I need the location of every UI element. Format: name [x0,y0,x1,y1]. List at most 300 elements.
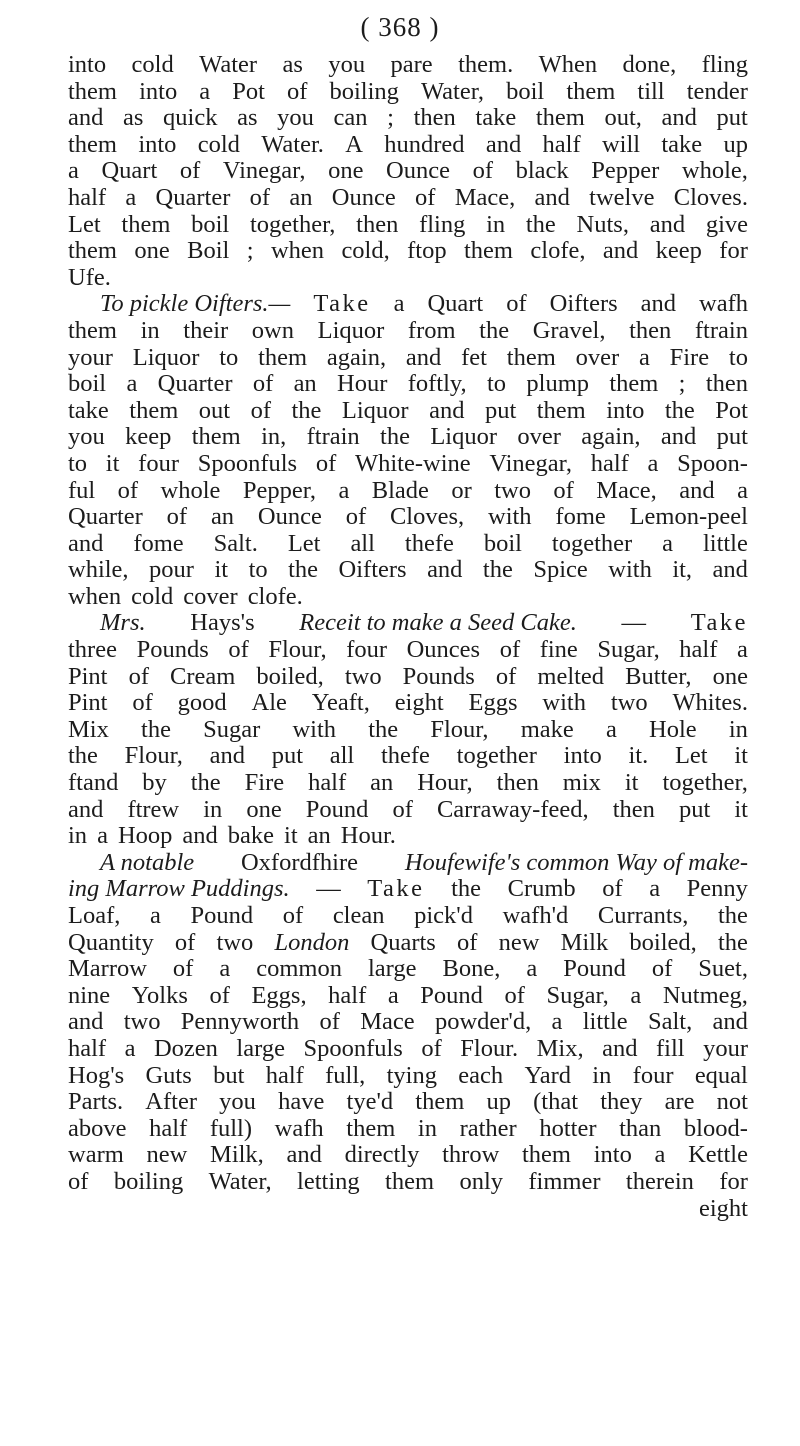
word: a [97,822,108,850]
word: a [126,370,138,398]
word: an [370,769,394,797]
word: new [498,928,540,956]
word: their [183,316,229,344]
word: the [141,715,171,743]
word: own [251,316,294,344]
word: three [68,636,117,664]
word: ftrain [694,316,748,344]
catchword [68,1196,748,1223]
word: till [637,77,665,105]
word: together, [662,769,748,797]
word: of [495,662,517,690]
word: in, [261,423,287,451]
word: fling [419,210,466,238]
word: Bone, [442,955,501,983]
word: Liquor [317,316,385,344]
word: of [250,396,271,424]
word: all [329,742,355,770]
word: Lemon-peel [629,503,748,531]
word: up [723,130,748,158]
text-line [68,291,748,318]
word: fome [555,503,606,531]
word: Sugar, [546,981,609,1009]
word: into [68,51,107,78]
word: take [68,396,109,424]
word: Liquor [132,343,200,371]
word: Hour, [417,769,473,797]
text-line [68,1116,748,1143]
word: the [190,769,221,797]
word: Ufe. [68,263,111,291]
word: an [307,822,331,850]
word: make [520,715,574,743]
word: of [602,875,623,903]
word: tying [386,1061,437,1089]
word: are [664,1088,695,1116]
word: pick'd [414,902,473,929]
word: Pound [305,795,369,823]
word: together, [249,210,336,238]
word: in [728,715,748,743]
word: and [209,742,245,770]
text-line [68,557,748,584]
word: then [612,795,655,823]
word: twelve [589,183,655,211]
word: Oifters [549,290,618,318]
word: blood- [683,1114,748,1142]
word: Mace, [596,476,657,504]
word: and [405,343,442,371]
text-line [68,743,748,770]
word: plump [526,370,590,398]
word: good [177,689,227,717]
word: Pound [563,955,626,983]
text-line [68,105,748,132]
word: into [138,130,177,158]
word: black [515,157,569,185]
word: Receit to make a Seed Cake. [299,609,577,637]
word: and [68,529,104,557]
word: the [288,556,319,584]
word: a [662,529,673,557]
word: of [249,183,271,211]
word: them [506,343,556,371]
word: have [278,1088,325,1116]
word: Pepper [591,157,660,185]
word: one [712,662,748,690]
word: wafh [274,1114,324,1142]
word: whole [160,476,221,504]
text-line [68,1169,748,1196]
word: the [291,396,322,424]
text-line [68,132,748,159]
word: Ale [251,689,287,717]
word: them [68,316,117,344]
word: eight [699,1194,748,1222]
word: a [219,955,231,983]
word: of [504,981,525,1009]
word: large [367,955,417,983]
word: two [494,476,531,504]
text-line [68,318,748,345]
word: Salt, [647,1008,693,1036]
word: Mrs. [100,609,146,637]
word: full) [209,1114,253,1142]
word: Fire [244,769,285,797]
text-line [68,1089,748,1116]
word: for [719,237,748,265]
word: Water. [261,130,324,158]
word: you [277,104,314,132]
word: Butter, [625,662,692,690]
word: to [68,449,88,477]
word: and [429,396,465,424]
word: of [209,981,230,1009]
word: After [145,1088,197,1116]
word: not [716,1088,748,1116]
word: in [417,1114,437,1142]
word: Spoon- [677,449,748,477]
word: Yeaft, [311,689,370,717]
word: a [551,1008,563,1036]
word: in [486,210,506,238]
word: Quarter [157,370,233,398]
word: Whites. [672,689,748,717]
word: a [387,981,399,1009]
word: above [68,1114,127,1142]
word: of [472,157,493,185]
text-line [68,584,748,611]
word: ftand [68,769,119,797]
word: Pounds [136,636,209,664]
word: Flour, [430,715,489,743]
word: and [660,423,697,451]
word: Water [199,51,258,78]
word: them [68,77,117,105]
word: Take [367,875,425,903]
word: hundred [384,130,465,158]
word: them [609,370,659,398]
word: Spice [533,556,588,584]
word: Vinegar, [489,449,572,477]
word: Hays's [190,609,255,637]
word: Cloves, [389,503,465,531]
text-line [68,238,748,265]
text-line [68,185,748,212]
word: of [506,290,527,318]
word: ftrain [306,423,360,451]
word: Gravel, [532,316,606,344]
word: them [121,210,171,238]
word: Quantity [68,928,154,956]
word: Hour. [340,822,396,850]
word: an [293,370,317,398]
word: then [629,316,672,344]
word: you [219,1088,256,1116]
word: Spoonfuls [197,449,298,477]
word: them [346,1114,396,1142]
word: Suet, [698,955,748,983]
word: in [140,316,160,344]
word: of [651,955,673,983]
word: Milk, [210,1141,264,1169]
word: half [328,981,367,1009]
word: A [345,130,363,158]
text-line [68,345,748,372]
word: the [368,715,399,743]
word: a [393,290,405,318]
word: the [717,928,748,956]
word: therein [625,1167,694,1195]
word: of [287,77,308,105]
word: warm [68,1141,124,1169]
word: Penny [686,875,748,903]
word: White-wine [355,449,471,477]
page-number: ( 368 ) [360,12,440,42]
word: cold [197,130,240,158]
text-line [68,478,748,505]
word: of [499,636,521,664]
word: wafh'd [502,902,569,929]
word: your [68,343,113,371]
word: put [716,104,748,132]
word: of [166,503,188,531]
word: and [182,822,218,850]
word: Sugar, [597,636,660,664]
word: will [601,130,641,158]
word: fill [655,1034,685,1062]
word: Guts [145,1061,192,1089]
word: cover [183,582,238,610]
word: ing Marrow Puddings. [68,875,290,903]
word: Ounce [257,503,322,531]
word: you [328,51,366,78]
word: Yard [524,1061,571,1089]
text-line [68,52,748,79]
text-line [68,664,748,691]
word: but [213,1061,245,1089]
word: Pounds [402,662,475,690]
word: by [142,769,167,797]
word: it [734,795,748,823]
word: tye'd [346,1088,394,1116]
word: a [150,902,161,929]
word: boiling [113,1167,184,1195]
word: two [344,662,382,690]
word: of [319,1008,340,1036]
word: when [270,237,325,265]
word: boil [483,529,522,557]
text-line [68,531,748,558]
word: fome [133,529,184,557]
word: London [274,928,350,956]
word: four [632,1061,674,1089]
word: into [139,77,178,105]
word: To pickle Oifters.— [100,290,291,318]
text-line [68,983,748,1010]
word: or [451,476,472,504]
word: Fire [669,343,710,371]
word: When [538,51,598,78]
word: Mix, [536,1034,584,1062]
word: a [125,183,137,211]
body-text [68,52,748,1222]
word: the [525,210,556,238]
word: boiling [329,77,399,105]
word: fet [461,343,487,371]
word: of [172,955,194,983]
word: a [605,715,617,743]
word: an [210,503,235,531]
word: Loaf, [68,902,121,929]
word: of [132,689,153,717]
word: Let [674,742,708,770]
word: of [179,157,201,185]
word: a [526,955,538,983]
word: half [308,769,347,797]
word: fling [701,51,748,78]
word: of [315,449,337,477]
word: Carraway-feed, [436,795,589,823]
text-line [68,770,748,797]
word: again, [581,423,641,451]
word: pour [149,556,194,584]
word: a [630,981,642,1009]
word: boiled, [629,928,697,956]
word: them [536,396,586,424]
word: them [535,104,585,132]
text-line [68,637,748,664]
word: pare [390,51,433,78]
word: ful [68,476,96,504]
word: of [228,636,249,664]
word: Salt. [213,529,258,557]
word: it [105,449,120,477]
word: rather [459,1114,517,1142]
word: your [703,1034,748,1062]
word: two [610,689,648,717]
word: of [128,662,149,690]
word: with [608,556,652,584]
word: Yolks [131,981,188,1009]
word: of [421,1034,442,1062]
word: them [191,423,241,451]
word: out, [604,104,642,132]
text-line [68,797,748,824]
word: and [68,1008,104,1036]
word: half [679,636,718,664]
word: the [380,423,410,451]
word: together [551,529,633,557]
word: ftrew [127,795,180,823]
word: then [705,370,748,398]
word: again, [326,343,387,371]
word: Pepper, [242,476,317,504]
text-line [68,850,748,877]
word: clofe. [247,582,303,610]
text-line [68,1009,748,1036]
word: one [246,795,282,823]
word: give [705,210,748,238]
word: the [451,875,482,903]
word: them [258,343,308,371]
word: mix [562,769,601,797]
word: over [575,343,620,371]
word: nine [68,981,111,1009]
word: and [602,237,639,265]
word: put [484,396,517,424]
text-line [68,79,748,106]
word: clofe, [530,237,586,265]
word: take [475,104,517,132]
word: quick [163,104,218,132]
word: full, [325,1061,366,1089]
word: boil [191,210,230,238]
word: Pound [420,981,483,1009]
word: two [123,1008,161,1036]
word: Water, [208,1167,272,1195]
word: a [649,875,661,903]
word: to [487,370,507,398]
word: directly [344,1141,420,1169]
text-line [68,265,748,292]
word: one [328,157,364,185]
word: it [624,769,639,797]
word: them [464,237,513,265]
word: and [712,556,748,584]
word: cold, [341,237,390,265]
word: it. [628,742,649,770]
word: into [563,742,602,770]
word: of [117,476,139,504]
word: clean [332,902,385,929]
word: A notable [100,848,195,876]
word: Pound [190,902,254,929]
word: half [68,183,107,211]
word: of [553,476,574,504]
text-line [68,876,748,903]
word: the [479,316,510,344]
word: with [542,689,586,717]
word: put [716,423,748,451]
word: and [661,104,697,132]
word: Currants, [597,902,689,929]
word: four [138,449,179,477]
word: them [68,237,117,265]
word: of [174,928,196,956]
word: ; [387,104,394,132]
word: little [702,529,748,557]
word: a [654,1141,666,1169]
word: Milk [560,928,609,956]
word: an [289,183,313,211]
word: when [68,582,122,610]
word: as [282,51,303,78]
word: a [638,343,650,371]
word: powder'd, [434,1008,532,1036]
word: letting [297,1167,360,1195]
text-line [68,956,748,983]
word: half [265,1061,304,1089]
word: melted [537,662,605,690]
word: them [566,77,616,105]
word: thefe [380,742,430,770]
word: and [640,290,677,318]
word: then [356,210,399,238]
word: Cream [170,662,236,690]
word: Quart [427,290,484,318]
word: the [68,742,98,770]
